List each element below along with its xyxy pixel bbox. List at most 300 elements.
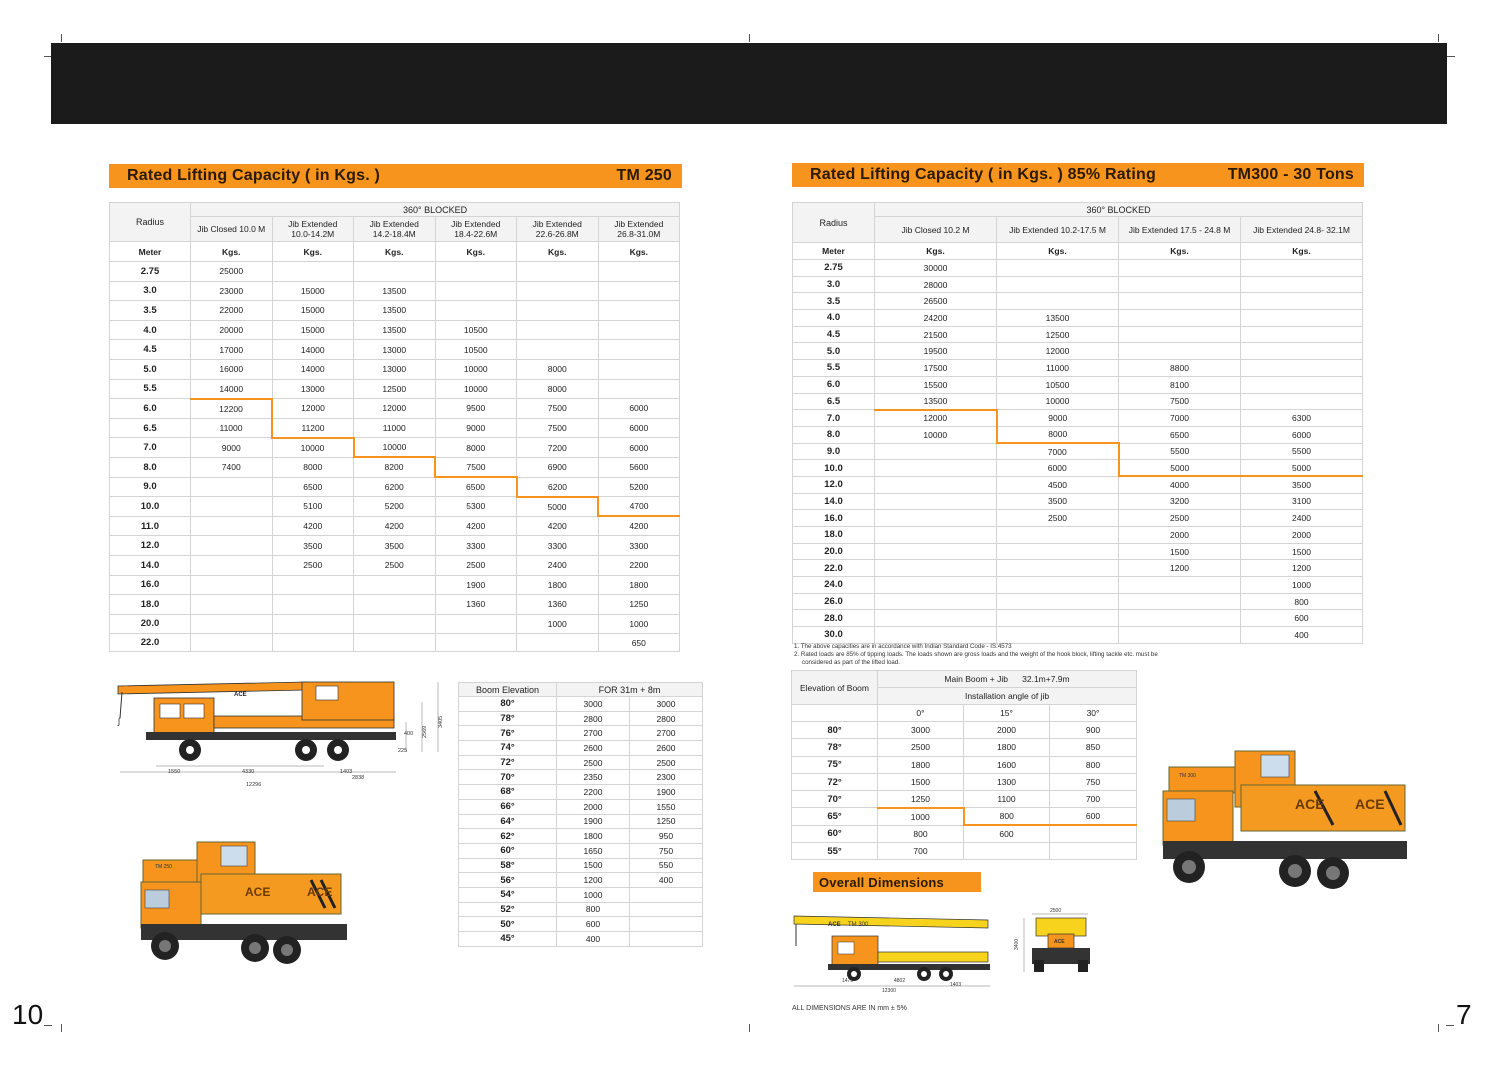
boom-for-header: FOR 31m + 8m	[557, 683, 703, 697]
capacity-cell	[997, 577, 1119, 594]
capacity-cell: 4200	[598, 516, 680, 536]
capacity-cell: 950	[630, 829, 703, 844]
capacity-cell: 26500	[875, 293, 997, 310]
elevation-cell: 70°	[792, 791, 878, 808]
table-row	[793, 293, 1363, 310]
svg-text:3405: 3405	[438, 715, 444, 728]
unit-cell: Kgs.	[1119, 243, 1241, 260]
capacity-cell: 20000	[191, 320, 273, 340]
radius-cell: 10.0	[110, 497, 191, 517]
capacity-cell: 6500	[272, 477, 354, 497]
table-row	[793, 343, 1363, 360]
capacity-cell: 12000	[272, 399, 354, 419]
table-row	[459, 917, 703, 932]
column-header: Jib Closed 10.0 M	[191, 217, 273, 242]
elevation-cell: 70°	[459, 770, 557, 785]
capacity-cell: 8000	[272, 457, 354, 477]
capacity-cell: 3000	[557, 697, 630, 712]
capacity-cell	[1241, 360, 1363, 377]
capacity-cell: 7000	[997, 443, 1119, 460]
unit-cell: Kgs.	[875, 243, 997, 260]
capacity-cell: 1200	[557, 873, 630, 888]
unit-cell: Kgs.	[997, 243, 1119, 260]
column-header: Jib Extended 17.5 - 24.8 M	[1119, 217, 1241, 243]
capacity-cell	[1119, 310, 1241, 327]
capacity-cell	[354, 634, 436, 652]
radius-cell: 24.0	[793, 577, 875, 594]
unit-cell: Meter	[793, 243, 875, 260]
elevation-cell: 80°	[792, 722, 878, 739]
radius-cell: 16.0	[110, 575, 191, 595]
capacity-cell: 13500	[997, 310, 1119, 327]
capacity-cell	[191, 516, 273, 536]
capacity-cell: 600	[557, 917, 630, 932]
capacity-cell: 15000	[272, 301, 354, 321]
capacity-cell: 1500	[557, 858, 630, 873]
capacity-cell: 1800	[557, 829, 630, 844]
radius-cell: 9.0	[110, 477, 191, 497]
table-row	[459, 873, 703, 888]
capacity-cell: 8000	[435, 438, 517, 458]
radius-cell: 18.0	[110, 595, 191, 615]
capacity-cell: 6500	[1119, 426, 1241, 443]
capacity-cell: 5300	[435, 497, 517, 517]
capacity-cell: 3000	[630, 697, 703, 712]
capacity-cell: 8200	[354, 457, 436, 477]
unit-cell: Kgs.	[1241, 243, 1363, 260]
right-capacity-table	[792, 202, 1363, 644]
hook-icon: ʃ	[118, 716, 120, 726]
column-header: Jib Extended 10.0-14.2M	[272, 217, 354, 242]
capacity-cell	[272, 634, 354, 652]
capacity-cell: 3500	[997, 493, 1119, 510]
elevation-cell: 72°	[792, 773, 878, 790]
table-row	[459, 697, 703, 712]
radius-cell: 4.5	[110, 340, 191, 360]
capacity-cell: 1360	[517, 595, 599, 615]
table-row	[793, 627, 1363, 644]
table-row	[793, 426, 1363, 443]
capacity-cell	[1241, 326, 1363, 343]
table-row	[110, 516, 680, 536]
table-row	[110, 320, 680, 340]
capacity-cell: 2600	[557, 741, 630, 756]
capacity-cell: 1900	[630, 785, 703, 800]
capacity-cell	[1241, 310, 1363, 327]
capacity-cell: 8000	[517, 379, 599, 399]
capacity-cell: 6900	[517, 457, 599, 477]
capacity-cell: 650	[598, 634, 680, 652]
radius-cell: 4.0	[110, 320, 191, 340]
capacity-cell	[875, 593, 997, 610]
svg-text:4330: 4330	[242, 769, 255, 775]
radius-cell: 12.0	[110, 536, 191, 556]
capacity-cell: 800	[1241, 593, 1363, 610]
capacity-cell: 1200	[1241, 560, 1363, 577]
capacity-cell: 3300	[598, 536, 680, 556]
capacity-cell: 9000	[435, 418, 517, 438]
table-row	[110, 477, 680, 497]
capacity-cell: 3200	[1119, 493, 1241, 510]
note-3: considered as part of the lifted load.	[802, 659, 901, 666]
svg-text:TM 250: TM 250	[155, 864, 172, 870]
capacity-cell	[598, 359, 680, 379]
capacity-cell: 10000	[997, 393, 1119, 410]
svg-text:ACE: ACE	[234, 692, 247, 698]
capacity-cell	[997, 593, 1119, 610]
capacity-cell: 12200	[191, 399, 273, 419]
elevation-cell: 60°	[792, 825, 878, 842]
capacity-cell: 1600	[964, 756, 1050, 773]
table-row	[793, 410, 1363, 427]
capacity-cell: 2700	[630, 726, 703, 741]
capacity-cell: 3500	[354, 536, 436, 556]
capacity-cell: 1000	[557, 887, 630, 902]
capacity-cell	[1241, 393, 1363, 410]
capacity-cell: 23000	[191, 281, 273, 301]
elevation-cell: 76°	[459, 726, 557, 741]
table-row	[459, 711, 703, 726]
table-row	[793, 276, 1363, 293]
capacity-cell: 11200	[272, 418, 354, 438]
svg-text:ACE: ACE	[1295, 796, 1325, 812]
capacity-cell: 12000	[354, 399, 436, 419]
capacity-cell: 5600	[598, 457, 680, 477]
capacity-cell	[875, 460, 997, 477]
capacity-cell	[435, 301, 517, 321]
capacity-cell	[354, 595, 436, 615]
column-header: Jib Extended 22.6-26.8M	[517, 217, 599, 242]
capacity-cell	[997, 527, 1119, 544]
capacity-cell: 6500	[435, 477, 517, 497]
capacity-cell	[598, 301, 680, 321]
capacity-cell	[875, 493, 997, 510]
table-row	[793, 310, 1363, 327]
capacity-cell	[875, 476, 997, 493]
capacity-cell	[191, 595, 273, 615]
svg-text:ACE: ACE	[245, 885, 271, 899]
elevation-cell: 55°	[792, 843, 878, 860]
elevation-cell: 68°	[459, 785, 557, 800]
capacity-cell	[1050, 825, 1137, 842]
capacity-cell: 3000	[878, 722, 964, 739]
capacity-cell	[191, 536, 273, 556]
table-row	[110, 438, 680, 458]
table-row	[793, 460, 1363, 477]
capacity-cell: 17000	[191, 340, 273, 360]
capacity-cell: 2000	[1241, 527, 1363, 544]
capacity-cell: 16000	[191, 359, 273, 379]
capacity-cell	[272, 262, 354, 282]
radius-cell: 11.0	[110, 516, 191, 536]
capacity-cell: 5000	[1119, 460, 1241, 477]
capacity-cell: 28000	[875, 276, 997, 293]
capacity-cell: 13500	[354, 320, 436, 340]
radius-cell: 14.0	[110, 555, 191, 575]
capacity-cell: 400	[630, 873, 703, 888]
column-header: Jib Extended 10.2-17.5 M	[997, 217, 1119, 243]
table-row	[459, 799, 703, 814]
elevation-cell: 54°	[459, 887, 557, 902]
capacity-cell: 2500	[354, 555, 436, 575]
radius-cell: 18.0	[793, 527, 875, 544]
capacity-cell: 5000	[1241, 460, 1363, 477]
table-row	[110, 457, 680, 477]
capacity-cell: 17500	[875, 360, 997, 377]
radius-cell: 10.0	[793, 460, 875, 477]
capacity-cell	[1119, 577, 1241, 594]
right-title-bar	[792, 163, 1364, 187]
capacity-cell: 4000	[1119, 476, 1241, 493]
tm300-crane-photo	[1155, 745, 1415, 895]
capacity-cell: 11000	[997, 360, 1119, 377]
table-row	[793, 577, 1363, 594]
capacity-cell: 11000	[354, 418, 436, 438]
table-row	[110, 418, 680, 438]
crop-mark	[749, 34, 750, 42]
right-model: TM300 - 30 Tons	[1227, 166, 1354, 183]
capacity-cell: 400	[1241, 627, 1363, 644]
capacity-cell: 14000	[191, 379, 273, 399]
capacity-cell: 3100	[1241, 493, 1363, 510]
capacity-cell: 750	[630, 843, 703, 858]
capacity-cell	[354, 575, 436, 595]
capacity-cell: 7400	[191, 457, 273, 477]
capacity-cell	[598, 262, 680, 282]
capacity-cell: 4200	[517, 516, 599, 536]
radius-cell: 6.5	[793, 393, 875, 410]
overall-dimensions-title: Overall Dimensions	[819, 874, 944, 890]
capacity-cell	[435, 614, 517, 634]
capacity-cell: 2400	[517, 555, 599, 575]
capacity-cell: 1500	[1241, 543, 1363, 560]
radius-cell: 2.75	[793, 260, 875, 277]
capacity-cell: 4200	[354, 516, 436, 536]
angle-cell: 30°	[1050, 705, 1137, 722]
left-title-bar	[109, 164, 682, 188]
radius-cell: 5.0	[793, 343, 875, 360]
blank-cell	[792, 705, 878, 722]
column-header: Jib Closed 10.2 M	[875, 217, 997, 243]
table-row	[459, 887, 703, 902]
radius-cell: 22.0	[793, 560, 875, 577]
radius-cell: 22.0	[110, 634, 191, 652]
elevation-cell: 56°	[459, 873, 557, 888]
capacity-cell	[191, 497, 273, 517]
svg-text:TM 300: TM 300	[1179, 773, 1196, 779]
capacity-cell: 700	[878, 843, 964, 860]
capacity-cell: 2800	[557, 711, 630, 726]
capacity-cell: 2350	[557, 770, 630, 785]
capacity-cell	[272, 575, 354, 595]
capacity-cell	[1119, 593, 1241, 610]
capacity-cell: 4700	[598, 497, 680, 517]
right-page-number: 7	[1456, 999, 1472, 1030]
boom-elevation-header: Boom Elevation	[459, 683, 557, 697]
crop-mark	[1446, 1025, 1454, 1026]
capacity-cell	[997, 560, 1119, 577]
capacity-cell: 10000	[875, 426, 997, 443]
radius-cell: 3.5	[793, 293, 875, 310]
note-2: 2. Rated loads are 85% of tipping loads. The loads shown are gross loads and the weight of the hook block, lifting tackle etc. must be	[794, 651, 1158, 658]
left-title: Rated Lifting Capacity ( in Kgs. )	[127, 167, 381, 184]
capacity-cell: 1000	[517, 614, 599, 634]
table-row	[110, 575, 680, 595]
main-boom-jib-header: Main Boom + Jib 32.1m+7.9m	[878, 671, 1137, 688]
capacity-cell: 6000	[598, 418, 680, 438]
elevation-cell: 66°	[459, 799, 557, 814]
capacity-cell: 15000	[272, 281, 354, 301]
table-row	[793, 610, 1363, 627]
elevation-cell: 80°	[459, 697, 557, 712]
capacity-cell: 2500	[435, 555, 517, 575]
radius-cell: 6.0	[793, 376, 875, 393]
capacity-cell: 10500	[435, 320, 517, 340]
radius-header: Radius	[110, 203, 191, 242]
angle-cell: 15°	[964, 705, 1050, 722]
installation-angle-header: Installation angle of jib	[878, 688, 1137, 705]
capacity-cell	[875, 610, 997, 627]
table-row	[793, 443, 1363, 460]
capacity-cell	[191, 614, 273, 634]
left-page-number: 10	[12, 999, 44, 1030]
capacity-cell	[875, 577, 997, 594]
capacity-cell	[875, 543, 997, 560]
capacity-cell: 3500	[1241, 476, 1363, 493]
crop-mark	[1438, 1024, 1439, 1032]
table-row	[110, 359, 680, 379]
radius-cell: 2.75	[110, 262, 191, 282]
capacity-cell	[191, 555, 273, 575]
table-row	[459, 858, 703, 873]
radius-cell: 4.5	[793, 326, 875, 343]
note-1: 1. The above capacities are in accordance with Indian Standard Code - IS:4573	[794, 643, 1012, 650]
radius-header: Radius	[793, 203, 875, 243]
capacity-cell	[1119, 610, 1241, 627]
capacity-cell: 9500	[435, 399, 517, 419]
capacity-cell: 6200	[354, 477, 436, 497]
unit-cell: Kgs.	[272, 242, 354, 262]
capacity-cell: 1800	[598, 575, 680, 595]
capacity-cell: 2600	[630, 741, 703, 756]
capacity-cell: 12500	[997, 326, 1119, 343]
capacity-cell	[1241, 276, 1363, 293]
capacity-cell: 2500	[997, 510, 1119, 527]
capacity-cell: 7500	[1119, 393, 1241, 410]
radius-cell: 6.0	[110, 399, 191, 419]
capacity-cell	[875, 443, 997, 460]
capacity-cell: 11000	[191, 418, 273, 438]
capacity-cell: 600	[1050, 808, 1137, 825]
radius-cell: 7.0	[110, 438, 191, 458]
capacity-cell	[1119, 343, 1241, 360]
svg-text:ACE: ACE	[1054, 939, 1065, 945]
elevation-cell: 45°	[459, 932, 557, 947]
table-row	[793, 260, 1363, 277]
capacity-cell: 1800	[964, 739, 1050, 756]
radius-cell: 8.0	[110, 457, 191, 477]
table-row	[459, 814, 703, 829]
capacity-cell: 5000	[517, 497, 599, 517]
capacity-cell: 1200	[1119, 560, 1241, 577]
capacity-cell: 8000	[997, 426, 1119, 443]
svg-text:1550: 1550	[168, 769, 181, 775]
capacity-cell: 8000	[517, 359, 599, 379]
capacity-cell	[191, 575, 273, 595]
radius-cell: 9.0	[793, 443, 875, 460]
svg-text:3400: 3400	[1014, 938, 1020, 950]
capacity-cell: 6200	[517, 477, 599, 497]
svg-text:12300: 12300	[882, 988, 896, 994]
capacity-cell: 2800	[630, 711, 703, 726]
capacity-cell: 19500	[875, 343, 997, 360]
capacity-cell	[1119, 627, 1241, 644]
capacity-cell: 13500	[354, 281, 436, 301]
table-row	[793, 376, 1363, 393]
capacity-cell: 5200	[598, 477, 680, 497]
capacity-cell: 1500	[878, 773, 964, 790]
capacity-cell: 2700	[557, 726, 630, 741]
capacity-cell: 21500	[875, 326, 997, 343]
capacity-cell: 2400	[1241, 510, 1363, 527]
svg-text:1476: 1476	[842, 978, 854, 984]
tm300-rear-drawing	[1010, 906, 1095, 976]
capacity-cell	[875, 560, 997, 577]
capacity-cell	[875, 527, 997, 544]
radius-cell: 6.5	[110, 418, 191, 438]
capacity-cell: 400	[557, 932, 630, 947]
table-row	[459, 755, 703, 770]
crop-mark	[44, 1025, 52, 1026]
overall-dimensions-bar	[813, 872, 981, 892]
header-band	[51, 43, 1447, 124]
table-row	[459, 770, 703, 785]
capacity-cell: 9000	[191, 438, 273, 458]
blocked-header: 360° BLOCKED	[875, 203, 1363, 217]
svg-text:2569: 2569	[422, 725, 428, 738]
capacity-cell: 13000	[272, 379, 354, 399]
column-header: Jib Extended 14.2-18.4M	[354, 217, 436, 242]
capacity-cell: 1250	[878, 791, 964, 808]
capacity-cell	[997, 610, 1119, 627]
capacity-cell: 1550	[630, 799, 703, 814]
table-row	[459, 932, 703, 947]
capacity-cell: 5100	[272, 497, 354, 517]
crop-mark	[1447, 56, 1455, 57]
capacity-cell	[517, 340, 599, 360]
capacity-cell: 14000	[272, 359, 354, 379]
table-row	[792, 756, 1137, 773]
capacity-cell: 10000	[354, 438, 436, 458]
unit-cell: Kgs.	[354, 242, 436, 262]
table-row	[110, 595, 680, 615]
radius-cell: 3.0	[110, 281, 191, 301]
capacity-cell: 12500	[354, 379, 436, 399]
capacity-cell: 1800	[878, 756, 964, 773]
capacity-cell	[598, 340, 680, 360]
svg-text:4802: 4802	[894, 978, 906, 984]
capacity-cell: 2500	[1119, 510, 1241, 527]
radius-cell: 28.0	[793, 610, 875, 627]
table-row	[793, 326, 1363, 343]
capacity-cell	[1241, 376, 1363, 393]
unit-cell: Kgs.	[598, 242, 680, 262]
capacity-cell	[354, 614, 436, 634]
capacity-cell	[1119, 260, 1241, 277]
capacity-cell: 2200	[598, 555, 680, 575]
capacity-cell: 1250	[598, 595, 680, 615]
capacity-cell: 25000	[191, 262, 273, 282]
